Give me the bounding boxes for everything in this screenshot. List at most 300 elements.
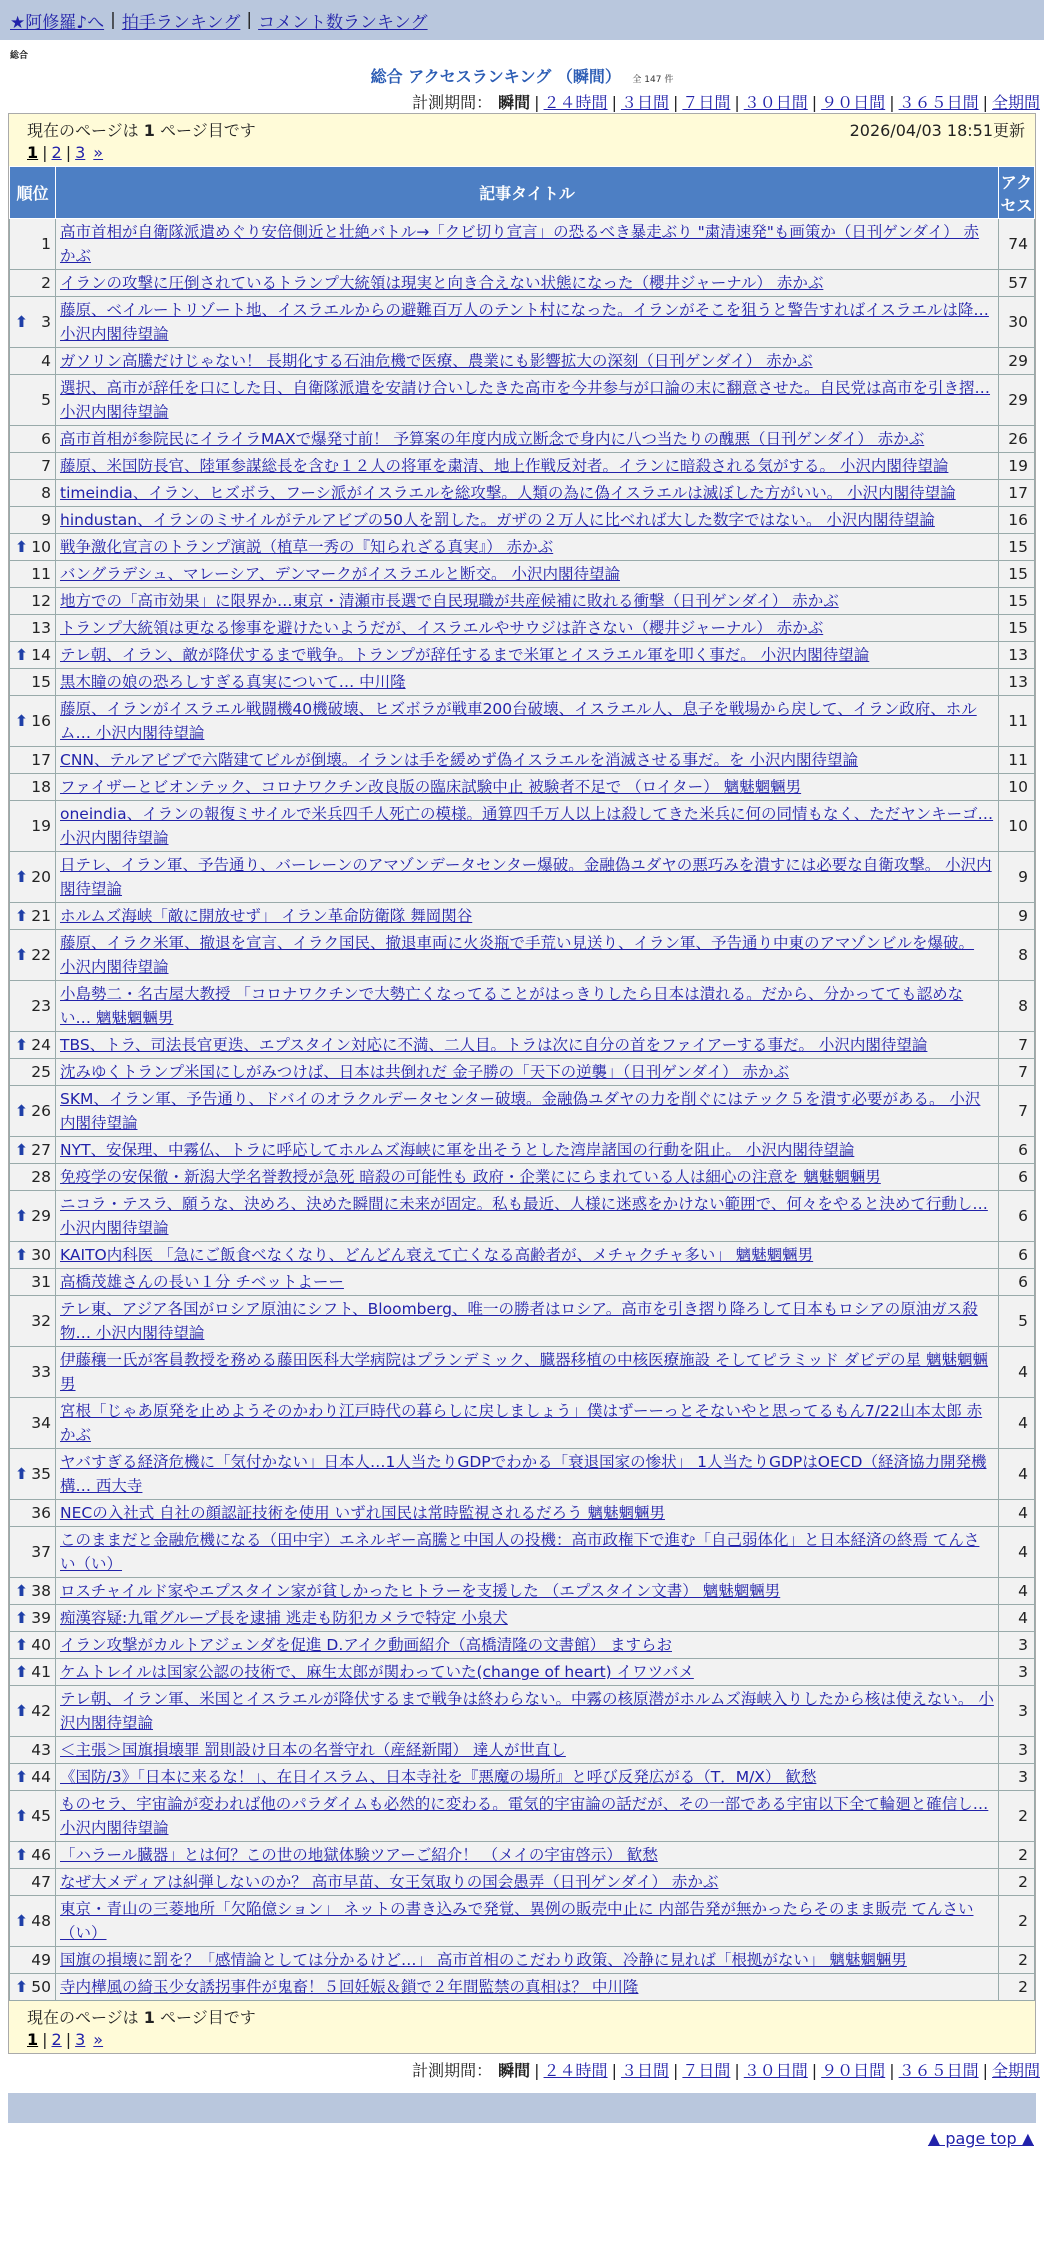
- access-count: 6: [999, 1242, 1035, 1269]
- title-cell: [56, 1869, 999, 1896]
- table-row: [10, 1605, 1035, 1632]
- article-link[interactable]: ケムトレイルは国家公認の技術で、麻生太郎が関わっていた(change of heart) イワツバメ: [60, 1663, 694, 1681]
- table-row: [10, 588, 1035, 615]
- title-cell: [56, 1764, 999, 1791]
- table-row: [10, 348, 1035, 375]
- article-link[interactable]: 小島勢二・名古屋大教授 「コロナワクチンで大勢亡くなってることがはっきりしたら日本は潰れる。だから、分かってても認めない… 魑魅魍魎男: [60, 985, 964, 1027]
- title-cell: [56, 642, 999, 669]
- title-cell: [56, 1896, 999, 1947]
- title-cell: [56, 1164, 999, 1191]
- article-link[interactable]: 痴漢容疑:九電グループ長を逮捕 逃走も防犯カメラで特定 小泉犬: [60, 1609, 508, 1627]
- rank-cell: [10, 1686, 56, 1737]
- rank-number: 11: [31, 565, 51, 583]
- article-link[interactable]: なぜ大メディアは糾弾しないのか？ 高市早苗、女王気取りの国会愚弄（日刊ゲンダイ） 赤かぶ: [60, 1873, 719, 1891]
- rank-up-arrow-icon: ⬆: [15, 1582, 28, 1600]
- table-row: [10, 774, 1035, 801]
- rank-number: 50: [31, 1978, 51, 1996]
- rank-number: 46: [31, 1846, 51, 1864]
- table-row: [10, 747, 1035, 774]
- period-30d-link[interactable]: ３０日間: [743, 2061, 808, 2080]
- period-365d-link[interactable]: ３６５日間: [898, 93, 979, 112]
- title-cell: [56, 1032, 999, 1059]
- title-cell: [56, 507, 999, 534]
- table-row: [10, 696, 1035, 747]
- rank-number: 38: [31, 1582, 51, 1600]
- rank-cell: [10, 1398, 56, 1449]
- rank-number: 30: [31, 1246, 51, 1264]
- table-row: [10, 669, 1035, 696]
- article-link[interactable]: oneindia、イランの報復ミサイルで米兵四千人死亡の模様。通算四千万人以上は殺してきた米兵に何の同情もなく、ただヤンキーゴ… 小沢内閣待望論: [60, 805, 994, 847]
- article-link[interactable]: バングラデシュ、マレーシア、デンマークがイスラエルと断交。 小沢内閣待望論: [60, 565, 620, 583]
- rank-number: 14: [31, 646, 51, 664]
- article-link[interactable]: 日テレ、イラン軍、予告通り、バーレーンのアマゾンデータセンター爆破。金融偽ユダヤの悪巧みを潰すには必要な自衛攻撃。 小沢内閣待望論: [60, 856, 992, 898]
- access-count: 7: [999, 1086, 1035, 1137]
- title-cell: [56, 1398, 999, 1449]
- rank-cell: [10, 1947, 56, 1974]
- access-count: 15: [999, 561, 1035, 588]
- period-7d-link[interactable]: ７日間: [682, 93, 731, 112]
- rank-number: 49: [31, 1951, 51, 1969]
- pager-page-2[interactable]: 2: [51, 2030, 62, 2049]
- table-row: [10, 1296, 1035, 1347]
- article-link[interactable]: 黒木瞳の娘の恐ろしすぎる真実について… 中川隆: [60, 673, 406, 691]
- pager-top: 1 | 2 | 3 »: [9, 143, 1035, 166]
- period-90d-link[interactable]: ９０日間: [821, 93, 886, 112]
- title-cell: [56, 1737, 999, 1764]
- rank-number: 10: [31, 538, 51, 556]
- article-link[interactable]: 地方での「高市効果」に限界か…東京・清瀬市長選で自民現職が共産候補に敗れる衝撃（日刊ゲンダイ） 赤かぶ: [60, 592, 839, 610]
- top-nav: [0, 0, 1044, 40]
- title-cell: [56, 1242, 999, 1269]
- access-count: 29: [999, 348, 1035, 375]
- rank-number: 5: [41, 391, 51, 409]
- article-link[interactable]: hindustan、イランのミサイルがテルアビブの50人を罰した。ガザの２万人に比べれば大した数字ではない。 小沢内閣待望論: [60, 511, 935, 529]
- access-count: 3: [999, 1737, 1035, 1764]
- title-cell: [56, 1947, 999, 1974]
- col-access-header: アクセス: [999, 167, 1035, 219]
- access-count: 4: [999, 1605, 1035, 1632]
- rank-number: 22: [31, 946, 51, 964]
- title-cell: [56, 1632, 999, 1659]
- table-row: [10, 852, 1035, 903]
- rank-cell: [10, 903, 56, 930]
- access-count: 2: [999, 1869, 1035, 1896]
- title-cell: [56, 453, 999, 480]
- period-3d-link[interactable]: ３日間: [620, 2061, 669, 2080]
- table-row: [10, 1449, 1035, 1500]
- access-count: 15: [999, 588, 1035, 615]
- page-status: 現在のページは 1 ページ目です: [27, 2008, 256, 2027]
- rank-cell: [10, 696, 56, 747]
- rank-number: 48: [31, 1912, 51, 1930]
- article-link[interactable]: ファイザーとビオンテック、コロナワクチン改良版の臨床試験中止 被験者不足で （ロイター） 魑魅魍魎男: [60, 778, 802, 796]
- pager-bottom: 1 | 2 | 3 »: [9, 2030, 1035, 2053]
- period-365d-link[interactable]: ３６５日間: [898, 2061, 979, 2080]
- access-count: 6: [999, 1164, 1035, 1191]
- article-link[interactable]: 選択、高市が辞任を口にした日、自衛隊派遣を安請け合いしたきた高市を今井参与が口論の末に翻意させた。自民党は高市を引き摺… 小沢内閣待望論: [60, 379, 991, 421]
- rank-number: 4: [41, 352, 51, 370]
- rank-cell: [10, 1500, 56, 1527]
- access-count: 16: [999, 507, 1035, 534]
- access-count: 13: [999, 669, 1035, 696]
- table-row: [10, 930, 1035, 981]
- access-count: 3: [999, 1686, 1035, 1737]
- status-bar: [9, 114, 1035, 143]
- pager-page-3[interactable]: 3: [75, 143, 86, 162]
- article-link[interactable]: テレ朝、イラン軍、米国とイスラエルが降伏するまで戦争は終わらない。中霧の核原潜がホルムズ海峡入りしたから核は使えない。 小沢内閣待望論: [60, 1690, 994, 1732]
- title-cell: [56, 1974, 999, 2001]
- rank-cell: [10, 1296, 56, 1347]
- article-link[interactable]: イラン攻撃がカルトアジェンダを促進 D.アイク動画紹介（高橋清隆の文書館） ますらお: [60, 1636, 672, 1654]
- article-link[interactable]: ニコラ・テスラ、願うな、決めろ、決めた瞬間に未来が固定。私も最近、人様に迷惑をかけない範囲で、何々をやると決めて行動し… 小沢内閣待望論: [60, 1195, 988, 1237]
- article-link[interactable]: 国旗の損壊に罰を？「感情論としては分かるけど…」 高市首相のこだわり政策、冷静に見れば「根拠がない」 魑魅魍魎男: [60, 1951, 907, 1969]
- article-link[interactable]: timeindia、イラン、ヒズボラ、フーシ派がイスラエルを総攻撃。人類の為に偽イスラエルは滅ぼした方がいい。 小沢内閣待望論: [60, 484, 956, 502]
- table-row: [10, 426, 1035, 453]
- article-link[interactable]: このままだと金融危機になる（田中宇）エネルギー高騰と中国人の投機：高市政権下で進む「自己弱体化」と日本経済の終焉 てんさい（い）: [60, 1531, 980, 1573]
- title-cell: [56, 696, 999, 747]
- article-link[interactable]: 伊藤穰一氏が客員教授を務める藤田医科大学病院はプランデミック、臓器移植の中核医療施設 そしてピラミッド ダビデの星 魑魅魍魎男: [60, 1351, 989, 1393]
- rank-cell: [10, 1086, 56, 1137]
- rank-cell: [10, 1605, 56, 1632]
- article-link[interactable]: 高橋茂雄さんの長い１分 チベットよーー: [60, 1273, 344, 1291]
- rank-number: 2: [41, 274, 51, 292]
- access-count: 9: [999, 903, 1035, 930]
- article-link[interactable]: 《国防/3》「日本に来るな！」、在日イスラム、日本寺社を『悪魔の場所』と呼び反発広がる（T．M/X） 歓愁: [60, 1768, 817, 1786]
- article-link[interactable]: ガソリン高騰だけじゃない！ 長期化する石油危機で医療、農業にも影響拡大の深刻（日刊ゲンダイ） 赤かぶ: [60, 352, 813, 370]
- article-link[interactable]: トランプ大統領は更なる惨事を避けたいようだが、イスラエルやサウジは許さない（櫻井ジャーナル） 赤かぶ: [60, 619, 824, 637]
- rank-number: 20: [31, 868, 51, 886]
- access-count: 11: [999, 696, 1035, 747]
- period-label: 計測期間：: [412, 93, 493, 112]
- period-selector-bottom: 計測期間： 瞬間 | ２４時間 | ３日間 | ７日間 | ３０日間 | ９０日間 | ３６５日間 | 全期間: [412, 2061, 1040, 2080]
- access-count: 26: [999, 426, 1035, 453]
- access-count: 6: [999, 1269, 1035, 1296]
- rank-up-arrow-icon: ⬆: [15, 1663, 28, 1681]
- access-count: 9: [999, 852, 1035, 903]
- access-count: 4: [999, 1347, 1035, 1398]
- article-link[interactable]: 藤原、米国防長官、陸軍参謀総長を含む１２人の将軍を粛清、地上作戦反対者。イランに暗殺される気がする。 小沢内閣待望論: [60, 457, 949, 475]
- title-cell: [56, 297, 999, 348]
- article-link[interactable]: 藤原、イランがイスラエル戦闘機40機破壊、ヒズボラが戦車200台破壊、イスラエル人、息子を戦場から戻して、イラン政府、ホルム… 小沢内閣待望論: [60, 700, 977, 742]
- rank-number: 24: [31, 1036, 51, 1054]
- access-count: 15: [999, 534, 1035, 561]
- article-link[interactable]: 宮根「じゃあ原発を止めようそのかわり江戸時代の暮らしに戻しましょう」僕はずーーっとそないやと思ってるもん7/22山本太郎 赤かぶ: [60, 1402, 983, 1444]
- pager-page-2[interactable]: 2: [51, 143, 62, 162]
- rank-cell: [10, 534, 56, 561]
- rank-cell: [10, 480, 56, 507]
- article-link[interactable]: ものセラ、宇宙論が変われば他のパラダイムも必然的に変わる。電気的宇宙論の話だが、その一部である宇宙以下全て輪廻と確信し… 小沢内閣待望論: [60, 1795, 989, 1837]
- rank-number: 39: [31, 1609, 51, 1627]
- rank-number: 16: [31, 712, 51, 730]
- rank-number: 41: [31, 1663, 51, 1681]
- period-all-link[interactable]: 全期間: [991, 93, 1040, 112]
- rank-number: 29: [31, 1207, 51, 1225]
- period-current: 瞬間: [498, 2061, 531, 2080]
- article-link[interactable]: テレ朝、イラン、敵が降伏するまで戦争。トランプが辞任するまで米軍とイスラエル軍を叩く事だ。 小沢内閣待望論: [60, 646, 870, 664]
- table-row: [10, 219, 1035, 270]
- rank-cell: [10, 1347, 56, 1398]
- pager-next[interactable]: »: [93, 143, 104, 162]
- article-link[interactable]: NECの入社式 自社の顔認証技術を使用 いずれ国民は常時監視されるだろう 魑魅魍魎男: [60, 1504, 665, 1522]
- rank-cell: [10, 348, 56, 375]
- title-cell: [56, 1605, 999, 1632]
- rank-up-arrow-icon: ⬆: [15, 946, 28, 964]
- rank-number: 44: [31, 1768, 51, 1786]
- table-row: [10, 801, 1035, 852]
- rank-cell: [10, 561, 56, 588]
- table-row: [10, 1869, 1035, 1896]
- article-link[interactable]: 東京・青山の三菱地所「欠陥億ション」 ネットの書き込みで発覚、異例の販売中止に 内部告発が無かったらそのまま販売 てんさい（い）: [60, 1900, 974, 1942]
- title-cell: [56, 480, 999, 507]
- access-count: 7: [999, 1032, 1035, 1059]
- rank-up-arrow-icon: ⬆: [15, 1036, 28, 1054]
- table-row: [10, 1191, 1035, 1242]
- access-count: 3: [999, 1659, 1035, 1686]
- access-count: 2: [999, 1791, 1035, 1842]
- rank-number: 26: [31, 1102, 51, 1120]
- period-30d-link[interactable]: ３０日間: [743, 93, 808, 112]
- access-count: 8: [999, 930, 1035, 981]
- article-link[interactable]: 高市首相が自衛隊派遣めぐり安倍側近と壮絶バトル→「クビ切り宣言」の恐るべき暴走ぶり "粛清速発"も画策か（日刊ゲンダイ） 赤かぶ: [60, 223, 980, 265]
- table-row: [10, 270, 1035, 297]
- article-link[interactable]: ロスチャイルド家やエプスタイン家が貧しかったヒトラーを支援した （エプスタイン文書） 魑魅魍魎男: [60, 1582, 781, 1600]
- rank-cell: [10, 642, 56, 669]
- article-link[interactable]: 沈みゆくトランプ米国にしがみつけば、日本は共倒れだ 金子勝の「天下の逆襲」（日刊ゲンダイ） 赤かぶ: [60, 1063, 790, 1081]
- access-count: 3: [999, 1632, 1035, 1659]
- updated-time: 2026/04/03 18:51更新: [849, 121, 1025, 140]
- rank-up-arrow-icon: ⬆: [15, 1141, 28, 1159]
- period-current: 瞬間: [498, 93, 531, 112]
- access-count: 4: [999, 1578, 1035, 1605]
- title-cell: [56, 1347, 999, 1398]
- rank-cell: [10, 507, 56, 534]
- article-link[interactable]: ホルムズ海峡「敵に開放せず」 イラン革命防衛隊 舞岡関谷: [60, 907, 473, 925]
- title-cell: [56, 348, 999, 375]
- period-all-link[interactable]: 全期間: [991, 2061, 1040, 2080]
- rank-number: 43: [31, 1741, 51, 1759]
- article-link[interactable]: 高市首相が参院民にイライラMAXで爆発寸前！ 予算案の年度内成立断念で身内に八つ当たりの醜悪（日刊ゲンダイ） 赤かぶ: [60, 430, 925, 448]
- rank-number: 34: [31, 1414, 51, 1432]
- article-link[interactable]: 寺内樺風の綺玉少女誘拐事件が鬼畜！５回妊娠＆鎖で２年間監禁の真相は？ 中川隆: [60, 1978, 639, 1996]
- rank-number: 6: [41, 430, 51, 448]
- article-link[interactable]: 免疫学の安保徹・新潟大学名誉教授が急死 暗殺の可能性も 政府・企業ににらまれている人は細心の注意を 魑魅魍魎男: [60, 1168, 881, 1186]
- rank-up-arrow-icon: ⬆: [15, 1702, 28, 1720]
- page-top-link[interactable]: ▲ page top ▲: [927, 2129, 1034, 2148]
- title-cell: [56, 981, 999, 1032]
- rank-cell: [10, 426, 56, 453]
- access-count: 8: [999, 981, 1035, 1032]
- nav-separator: |: [110, 10, 116, 30]
- article-link[interactable]: 藤原、ベイルートリゾート地、イスラエルからの避難百万人のテント村になった。イランがそこを狙うと警告すればイスラエルは降… 小沢内閣待望論: [60, 301, 989, 343]
- article-link[interactable]: ヤバすぎる経済危機に「気付かない」日本人…1人当たりGDPでわかる「衰退国家の惨状」 1人当たりGDPはOECD（経済協力開発機構… 西大寺: [60, 1453, 987, 1495]
- article-link[interactable]: KAITO内科医 「急にご飯食べなくなり、どんどん衰えて亡くなる高齢者が、メチャクチャ多い」 魑魅魍魎男: [60, 1246, 814, 1264]
- rank-cell: [10, 1896, 56, 1947]
- table-row: [10, 1086, 1035, 1137]
- access-count: 74: [999, 219, 1035, 270]
- comment-ranking-link[interactable]: コメント数ランキング: [258, 12, 428, 33]
- rank-up-arrow-icon: ⬆: [15, 1807, 28, 1825]
- article-link[interactable]: CNN、テルアビブで六階建てビルが倒壊。イランは手を緩めず偽イスラエルを消滅させる事だ。を 小沢内閣待望論: [60, 751, 858, 769]
- table-row: [10, 1269, 1035, 1296]
- rank-cell: [10, 1659, 56, 1686]
- article-link[interactable]: ＜主張＞国旗損壊罪 罰則設け日本の名誉守れ（産経新聞） 達人が世直し: [60, 1741, 566, 1759]
- rank-cell: [10, 1242, 56, 1269]
- article-link[interactable]: 「ハラール臓器」とは何？この世の地獄体験ツアーご紹介！ （メイの宇宙啓示） 歓愁: [60, 1846, 658, 1864]
- col-title-header: 記事タイトル: [56, 167, 999, 219]
- access-count: 7: [999, 1059, 1035, 1086]
- home-link[interactable]: ★阿修羅♪へ: [10, 12, 105, 33]
- rank-number: 31: [31, 1273, 51, 1291]
- access-count: 6: [999, 1191, 1035, 1242]
- title-cell: [56, 1449, 999, 1500]
- table-row: [10, 1974, 1035, 2001]
- rank-cell: [10, 375, 56, 426]
- access-count: 6: [999, 1137, 1035, 1164]
- rank-up-arrow-icon: ⬆: [15, 1246, 28, 1264]
- rank-up-arrow-icon: ⬆: [15, 1846, 28, 1864]
- table-row: [10, 1737, 1035, 1764]
- period-90d-link[interactable]: ９０日間: [821, 2061, 886, 2080]
- title-cell: [56, 1500, 999, 1527]
- table-row: [10, 534, 1035, 561]
- access-count: 17: [999, 480, 1035, 507]
- article-link[interactable]: SKM、イラン軍、予告通り、ドバイのオラクルデータセンター破壊。金融偽ユダヤの力を削ぐにはテック５を潰す必要がある。 小沢内閣待望論: [60, 1090, 981, 1132]
- rank-number: 42: [31, 1702, 51, 1720]
- table-row: [10, 1500, 1035, 1527]
- rank-cell: [10, 669, 56, 696]
- rank-number: 35: [31, 1465, 51, 1483]
- rank-cell: [10, 1974, 56, 2001]
- access-count: 19: [999, 453, 1035, 480]
- table-row: [10, 1842, 1035, 1869]
- access-count: 13: [999, 642, 1035, 669]
- rank-up-arrow-icon: ⬆: [15, 1465, 28, 1483]
- rank-up-arrow-icon: ⬆: [15, 538, 28, 556]
- rank-number: 45: [31, 1807, 51, 1825]
- rank-number: 12: [31, 592, 51, 610]
- article-link[interactable]: NYT、安保理、中霧仏、トラに呼応してホルムズ海峡に軍を出そうとした湾岸諸国の行動を阻止。 小沢内閣待望論: [60, 1141, 855, 1159]
- rank-cell: [10, 1764, 56, 1791]
- period-24h-link[interactable]: ２４時間: [543, 2061, 608, 2080]
- article-link[interactable]: テレ東、アジア各国がロシア原油にシフト、Bloomberg、唯一の勝者はロシア。高市を引き摺り降ろして日本もロシアの原油ガス殺物… 小沢内閣待望論: [60, 1300, 978, 1342]
- pager-page-3[interactable]: 3: [75, 2030, 86, 2049]
- title-cell: [56, 1686, 999, 1737]
- period-24h-link[interactable]: ２４時間: [543, 93, 608, 112]
- title-cell: [56, 903, 999, 930]
- category-crumb: 総合: [10, 51, 29, 61]
- rank-number: 21: [31, 907, 51, 925]
- rank-cell: [10, 453, 56, 480]
- rank-cell: [10, 1137, 56, 1164]
- table-row: [10, 561, 1035, 588]
- rank-number: 19: [31, 817, 51, 835]
- access-count: 3: [999, 1764, 1035, 1791]
- rank-number: 40: [31, 1636, 51, 1654]
- table-row: [10, 507, 1035, 534]
- access-count: 2: [999, 1896, 1035, 1947]
- access-count: 4: [999, 1500, 1035, 1527]
- pager-current: 1: [27, 143, 39, 162]
- rank-number: 13: [31, 619, 51, 637]
- article-link[interactable]: イランの攻撃に圧倒されているトランプ大統領は現実と向き合えない状態になった（櫻井ジャーナル） 赤かぶ: [60, 274, 824, 292]
- rank-up-arrow-icon: ⬆: [15, 313, 28, 331]
- title-cell: [56, 1296, 999, 1347]
- period-3d-link[interactable]: ３日間: [620, 93, 669, 112]
- rank-cell: [10, 1842, 56, 1869]
- clap-ranking-link[interactable]: 拍手ランキング: [121, 12, 241, 33]
- title-cell: [56, 1269, 999, 1296]
- rank-cell: [10, 1578, 56, 1605]
- table-row: [10, 1527, 1035, 1578]
- rank-number: 32: [31, 1312, 51, 1330]
- article-link[interactable]: 戦争激化宣言のトランプ演説（植草一秀の『知られざる真実』） 赤かぶ: [60, 538, 554, 556]
- rank-cell: [10, 270, 56, 297]
- rank-cell: [10, 1191, 56, 1242]
- rank-up-arrow-icon: ⬆: [15, 1912, 28, 1930]
- table-row: [10, 1242, 1035, 1269]
- rank-cell: [10, 852, 56, 903]
- access-count: 10: [999, 801, 1035, 852]
- period-selector-top: 計測期間： 瞬間 | ２４時間 | ３日間 | ７日間 | ３０日間 | ９０日間 | ３６５日間 | 全期間: [412, 93, 1040, 112]
- rank-cell: [10, 774, 56, 801]
- table-row: [10, 615, 1035, 642]
- rank-cell: [10, 801, 56, 852]
- status-bar-bottom: [9, 2001, 1035, 2030]
- rank-cell: [10, 1737, 56, 1764]
- access-count: 30: [999, 297, 1035, 348]
- table-row: [10, 981, 1035, 1032]
- title-cell: [56, 375, 999, 426]
- rank-cell: [10, 930, 56, 981]
- rank-number: 27: [31, 1141, 51, 1159]
- title-cell: [56, 1578, 999, 1605]
- title-cell: [56, 930, 999, 981]
- rank-number: 25: [31, 1063, 51, 1081]
- period-label: 計測期間：: [412, 2061, 493, 2080]
- title-cell: [56, 852, 999, 903]
- pager-current: 1: [27, 2030, 39, 2049]
- article-link[interactable]: TBS、トラ、司法長官更迭、エプスタイン対応に不満、二人目。トラは次に自分の首をファイアーする事だ。 小沢内閣待望論: [60, 1036, 928, 1054]
- rank-cell: [10, 1032, 56, 1059]
- access-count: 4: [999, 1398, 1035, 1449]
- total-count: 全 147 件: [632, 75, 674, 85]
- access-count: 5: [999, 1296, 1035, 1347]
- rank-number: 18: [31, 778, 51, 796]
- access-count: 2: [999, 1842, 1035, 1869]
- rank-up-arrow-icon: ⬆: [15, 868, 28, 886]
- rank-cell: [10, 1791, 56, 1842]
- table-row: [10, 297, 1035, 348]
- title-cell: [56, 1059, 999, 1086]
- table-row: [10, 453, 1035, 480]
- period-7d-link[interactable]: ７日間: [682, 2061, 731, 2080]
- pager-next[interactable]: »: [93, 2030, 104, 2049]
- rank-up-arrow-icon: ⬆: [15, 1768, 28, 1786]
- article-link[interactable]: 藤原、イラク米軍、撤退を宣言、イラク国民、撤退車両に火炎瓶で手荒い見送り、イラン軍、予告通り中東のアマゾンビルを爆破。 小沢内閣待望論: [60, 934, 975, 976]
- rank-number: 36: [31, 1504, 51, 1522]
- rank-number: 15: [31, 673, 51, 691]
- table-row: [10, 375, 1035, 426]
- access-count: 2: [999, 1974, 1035, 2001]
- rank-up-arrow-icon: ⬆: [15, 1609, 28, 1627]
- rank-up-arrow-icon: ⬆: [15, 1102, 28, 1120]
- title-cell: [56, 669, 999, 696]
- rank-number: 37: [31, 1543, 51, 1561]
- table-row: [10, 1686, 1035, 1737]
- access-count: 4: [999, 1527, 1035, 1578]
- table-row: [10, 1632, 1035, 1659]
- rank-cell: [10, 1869, 56, 1896]
